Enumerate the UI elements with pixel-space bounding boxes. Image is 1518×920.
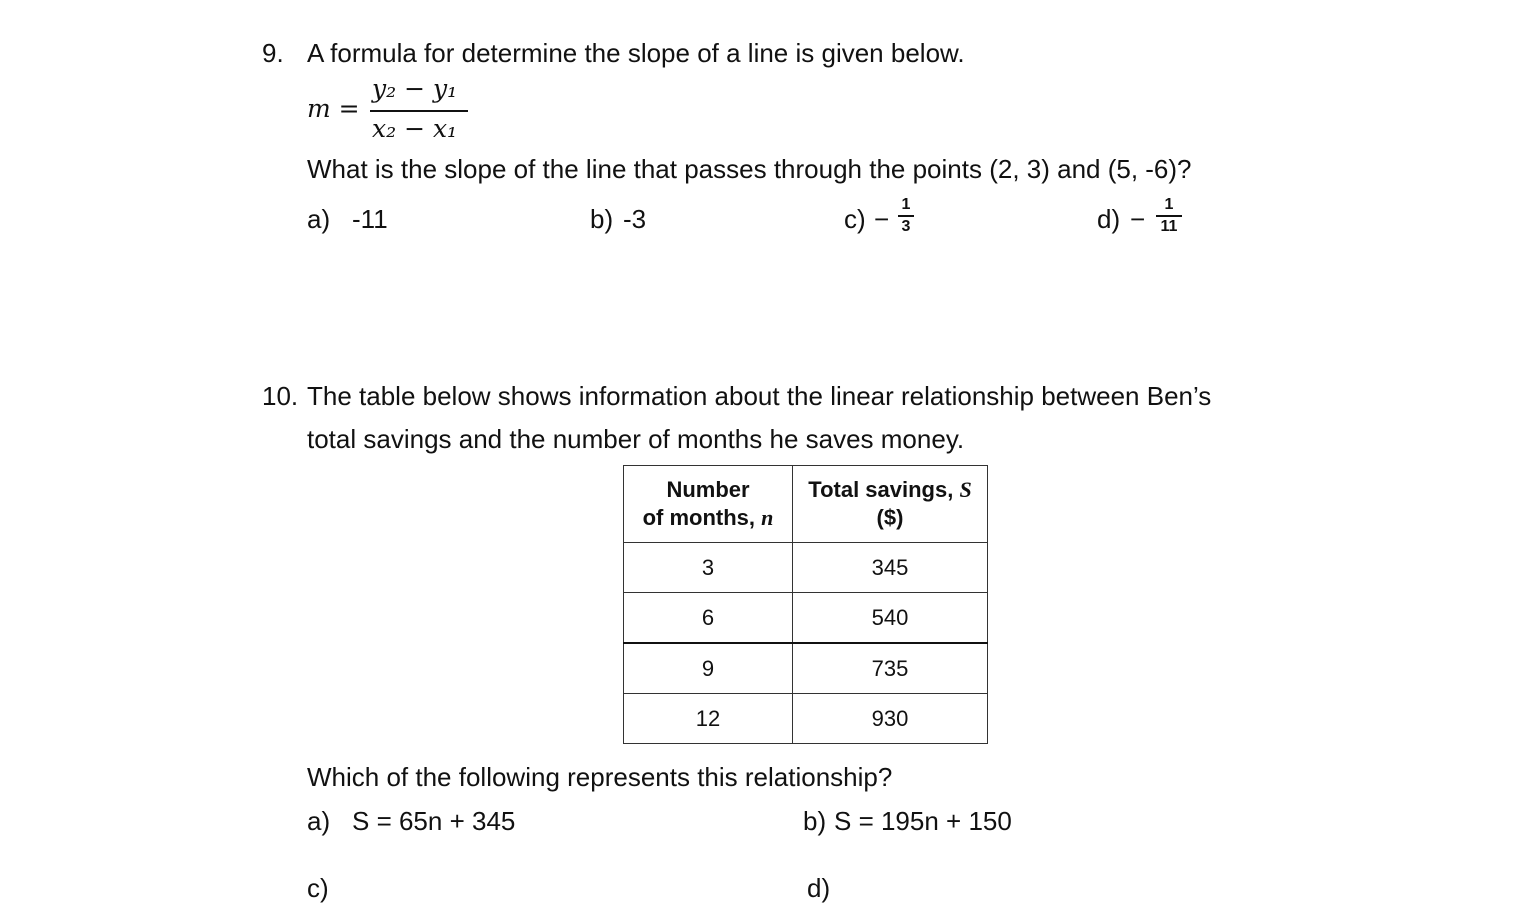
savings-table — [623, 465, 988, 744]
choice-a-label: a) — [307, 806, 331, 836]
formula-fraction-bar — [370, 110, 468, 112]
question-10-number: 10. — [262, 381, 299, 411]
table-cell-months: 9 — [624, 643, 793, 694]
table-cell-savings: 345 — [793, 543, 988, 593]
question-10-prompt-line1: The table below shows information about the linear relationship between Ben’s — [307, 381, 1212, 411]
table-row — [624, 593, 988, 644]
formula-lhs: m = — [307, 94, 360, 123]
table-row — [624, 543, 988, 593]
header-savings-line1: Total savings, — [808, 477, 954, 502]
header-savings — [793, 466, 988, 543]
table-cell-savings: 540 — [793, 593, 988, 644]
table-cell-months: 6 — [624, 593, 793, 644]
choice-b-label: b) — [590, 204, 614, 234]
choice-d-label: d) — [1097, 204, 1121, 234]
choice-c-fraction-bar — [898, 215, 914, 217]
choice-c-label: c) — [307, 873, 329, 903]
choice-a-text: -11 — [352, 204, 388, 234]
header-months-line1: Number — [666, 477, 750, 502]
table-cell-months: 3 — [624, 543, 793, 593]
choice-c-sign: − — [874, 204, 890, 234]
choice-c-numerator: 1 — [901, 196, 911, 213]
choice-a-text: S = 65n + 345 — [352, 806, 516, 836]
choice-a-label: a) — [307, 204, 331, 234]
choice-d-sign: − — [1130, 204, 1146, 234]
question-9-text: What is the slope of the line that passes through the points (2, 3) and (5, -6)? — [307, 154, 1192, 184]
header-months-variable: n — [761, 505, 774, 530]
question-9-number: 9. — [262, 38, 284, 68]
formula-numerator: y₂ − y₁ — [372, 74, 458, 103]
choice-d-denominator: 11 — [1160, 217, 1178, 235]
choice-b-text: -3 — [623, 204, 647, 234]
choice-d-numerator: 1 — [1164, 196, 1174, 213]
choice-c-fraction — [898, 196, 914, 236]
choice-c-label: c) — [844, 204, 866, 234]
header-savings-variable: S — [959, 477, 972, 502]
question-10-prompt-line2: total savings and the number of months he saves money. — [307, 424, 965, 454]
table-cell-savings: 735 — [793, 643, 988, 694]
header-months — [624, 466, 793, 543]
formula-denominator: x₂ − x₁ — [372, 114, 458, 143]
choice-d-label: d) — [807, 873, 831, 903]
header-savings-unit: ($) — [876, 505, 904, 530]
choice-d-fraction — [1156, 196, 1182, 236]
header-months-line2: of months, — [642, 505, 756, 530]
table-cell-months: 12 — [624, 694, 793, 744]
question-9-prompt: A formula for determine the slope of a line is given below. — [307, 38, 965, 68]
table-cell-savings: 930 — [793, 694, 988, 744]
table-header-row — [624, 466, 988, 543]
table-row — [624, 643, 988, 694]
question-10-text: Which of the following represents this relationship? — [307, 762, 893, 792]
choice-d-fraction-bar — [1156, 215, 1182, 217]
choice-b-text: S = 195n + 150 — [834, 806, 1012, 836]
table-row — [624, 694, 988, 744]
choice-c-denominator: 3 — [901, 217, 911, 235]
choice-b-label: b) — [803, 806, 827, 836]
